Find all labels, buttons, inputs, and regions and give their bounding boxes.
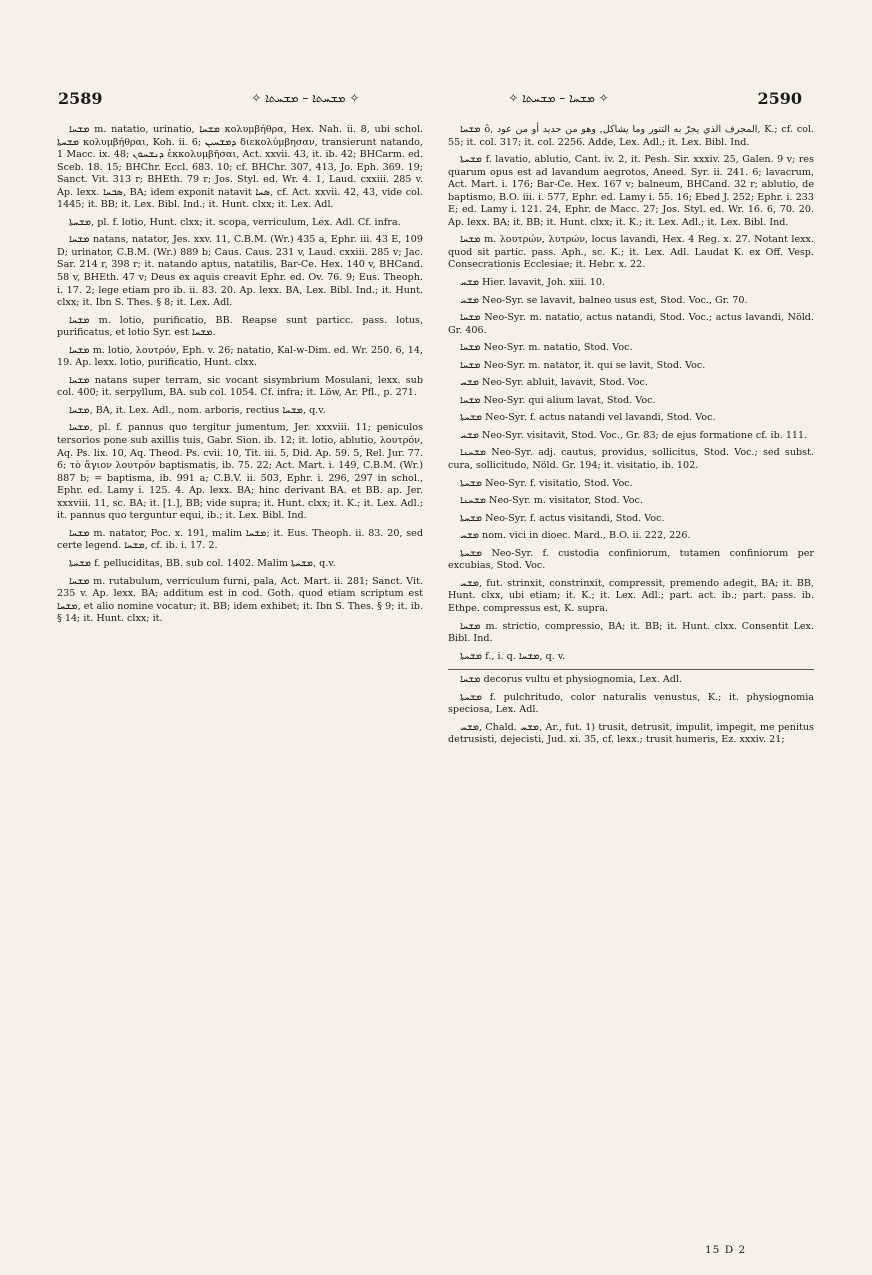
dictionary-entry: ܡܫܚܐ natans, natator, Jes. xxv. 11, C.B.M. (Wr.) 435 a, Ephr. iii. 43 E, 109 D; urinator, C.B.M. (Wr.) 889 b; Caus. Caus. 231 v, Laud. cxxiii. 285 v; Jac. Sar. 214 r, 398 r; it. natando aptus, natatilis, Bar-Ce. Hex. 140 v, BHCand. 58 v, BHEth. 47 v; Deus ex aquis creavit Ephr. ed. Ov. 76. 9; Eus. Theoph. i. 17. 2; lege etiam pro ib. ii. 83. 20. Ap. lexx. BA, Lex. Bibl. Ind.; it. Hunt. clxx; it. Ibn S. Thes. § 8; it. Lex. Adl. xyxy=(57,234,423,309)
right-column xyxy=(448,124,814,752)
dictionary-entry: ܡܫܚܬܐ, pl. f. lotio, Hunt. clxx; it. scopa, verriculum, Lex. Adl. Cf. infra. xyxy=(69,216,401,228)
dictionary-entry: ܡܫܚ nom. vici in dioec. Mard., B.O. ii. 222, 226. xyxy=(460,530,691,542)
dictionary-entry: ܡܫܚܐ m. lotio, λουτρόν, Eph. v. 26; natatio, Kal-w-Dim. ed. Wr. 250. 6, 14, 19. Ap. lexx. lotio, purificatio, Hunt. clxx. xyxy=(57,344,423,369)
dictionary-entry: ܡܫܚܐ ô, المجرف الذي يجرّ به التنور وما يشاكل, وهو من حديد أو من عود, K.; cf. col. 55; it. col. 317; it. col. 2256. Adde, Lex. Adl.; it. Lex. Bibl. Ind. xyxy=(448,124,814,148)
dictionary-entry: ܡܫܚܐ m. λουτρών, λυτρών, locus lavandi, Hex. 4 Reg. x. 27. Notant lexx. quod sit partic. pass. Aph., sc. K.; it. Lex. Adl. Laudat K. ex Off. Vesp. Consecrationis Ecclesiae; it. Hebr. x. 22. xyxy=(448,234,814,271)
dictionary-entry: ܡܫܚܐ Neo-Syr. m. natatio, Stod. Voc. xyxy=(460,342,633,354)
dictionary-entry: ܡܫܚܐ Neo-Syr. qui alium lavat, Stod. Voc. xyxy=(460,394,656,406)
signature-mark: 15 D 2 xyxy=(705,1244,747,1256)
dictionary-entry: ܡܫܚܐ m. strictio, compressio, BA; it. BB; it. Hunt. clxx. Consentit Lex. Bibl. Ind. xyxy=(448,620,814,645)
dictionary-entry: ܡܫܚ Neo-Syr. se lavavit, balneo usus est, Stod. Voc., Gr. 70. xyxy=(460,294,748,306)
dictionary-entry: ܡܫܚܐ Neo-Syr. m. natatio, actus natandi, Stod. Voc.; actus lavandi, Nöld. Gr. 406. xyxy=(448,312,814,336)
dictionary-entry: ܡܫܚܐ decorus vultu et physiognomia, Lex. Adl. xyxy=(448,669,814,687)
dictionary-entry: ܡܫܚܬܐ f. pulchritudo, color naturalis venustus, K.; it. physiognomia speciosa, Lex. Adl. xyxy=(448,691,814,716)
page-header xyxy=(58,86,802,110)
dictionary-entry: ܡܫܚܢܐ Neo-Syr. m. visitator, Stod. Voc. xyxy=(460,495,643,507)
dictionary-entry: ܡܫܚܐ Neo-Syr. m. natator, it. qui se lavit, Stod. Voc. xyxy=(460,359,706,371)
right-page-number: 2590 xyxy=(757,88,802,108)
dictionary-entry: ܡܫܚܬܐ Neo-Syr. f. actus natandi vel lavandi, Stod. Voc. xyxy=(460,412,716,424)
dictionary-entry: ܡܫܚܬܐ f., i. q. ܡܫܚܐ, q. v. xyxy=(460,650,566,662)
dictionary-entry: ܡܫܚܬܐ f. lavatio, ablutio, Cant. iv. 2, it. Pesh. Sir. xxxiv. 25, Galen. 9 v; res quarum opus est ad lavandum aegrotos, Aneed. Syr. ii. 241. 6; lavacrum, Act. Mart. i. 176; Bar-Ce. Hex. 167 v; balneum, BHCand. 32 r; ablutio, de baptismo, B.O. iii. i. 577, Ephr. ed. Lamy i. 55. 16; Ebed J. 252; Ephr. i. 233 E; ed. Lamy i. 121. 24, Ephr. de Macc. 27; Jos. Styl. ed. Wr. 16. 6, 70. 20. Ap. lexx. BA; it. BB; it. Hunt. clxx; it. K.; it. Lex. Adl.; it. Lex. Bibl. Ind. xyxy=(448,154,814,228)
dictionary-entry: ܡܫܚܐ, pl. f. pannus quo tergitur jumentum, Jer. xxxviii. 11; peniculos tersorios pone sub axillis tuis, Gabr. Sion. ib. 12; it. lotio, ablutio, λουτρόν, Aq. Ps. lix. 10, Aq. Theod. Ps. cvii. 10, Tit. iii. 5, Did. Ap. 59. 5, Rel. Jur. 77. 6; τὸ ἅγιον λουτρόν baptismatis, ib. 75. 22; Act. Mart. i. 149, C.B.M. (Wr.) 887 b; = baptisma, ib. 991 a; C.B.V. ii. 503, Ephr. i. 296, 297 in schol., Ephr. ed. Lamy i. 125. 4. Ap. lexx. BA; hinc derivant BA. et BB. ap. Jer. xxxviii. 11, sc. BA; it. [1.], BB; vide supra; it. Hunt. clxx; it. K.; it. Lex. Adl.; it. pannus quo terguntur equi, ib.; it. Lex. Bibl. Ind. xyxy=(57,422,423,522)
dictionary-entry: ܡܫܚܐ m. lotio, purificatio, BB. Reapse sunt particc. pass. lotus, purificatus, et lotio Syr. est ܡܫܚܐ. xyxy=(57,314,423,339)
dictionary-entry: ܡܫܚ Neo-Syr. visitavit, Stod. Voc., Gr. 83; de ejus formatione cf. ib. 111. xyxy=(460,429,808,441)
dictionary-entry: ܡܫܚܐ natans super terram, sic vocant sisymbrium Mosulani, lexx. sub col. 400; it. serpyllum, BA. sub col. 1054. Cf. infra; it. Löw, Ar. Pfl., p. 271. xyxy=(57,374,423,399)
dictionary-entry: ܡܫܚ Hier. lavavit, Joh. xiii. 10. xyxy=(460,277,606,289)
left-page-number: 2589 xyxy=(58,88,103,108)
dictionary-entry: ܡܫܚ, Chald. ܡܫܚ, Ar., fut. 1) trusit, detrusit, impulit, impegit, me penitus detrusisti, dejecisti, Jud. xi. 35, cf. lexx.; trusit humeris, Ez. xxxiv. 21; xyxy=(448,721,814,746)
dictionary-entry: ܡܫܚܬܐ Neo-Syr. f. visitatio, Stod. Voc. xyxy=(460,477,633,489)
left-column xyxy=(57,124,423,631)
dictionary-entry: ܡܫܚܐ m. natator, Poc. x. 191, malim ܡܫܚܐ; it. Eus. Theoph. ii. 83. 20, sed certe legend. ܡܫܚܐ, cf. ib. i. 17. 2. xyxy=(57,527,423,552)
dictionary-entry: ܡܫܚ Neo-Syr. abluit, lavavit, Stod. Voc. xyxy=(460,377,648,389)
left-running-head: ✧ ܡܫܚܬܐ – ܡܫܚܬܐ ✧ xyxy=(251,90,360,105)
dictionary-entry: ܡܫܚܐ m. rutabulum, verriculum furni, pala, Act. Mart. ii. 281; Sanct. Vit. 235 v. Ap. lexx. BA; additum est in cod. Goth. quod etiam scriptum est ܡܫܚܐ, et alio nomine vocatur; it. BB; idem exhibet; it. Ibn S. Thes. § 9; it. ib. § 14; it. Hunt. clxx; it. xyxy=(57,575,423,625)
dictionary-entry: ܡܫܚܐ m. natatio, urinatio, ܡܫܚܐ κολυμβήθρα, Hex. Nah. ii. 8, ubi schol. ܡܫܚܬܐ κολυμβήθραι, Koh. ii. 6; ܕܡܫܚܝܢ διεκολύμβησαν, transierunt natando, 1 Macc. ix. 48; ܕܢܫܚܘܢ ἐκκολυμβῆσαι, Act. xxvii. 43, it. ib. 42; BHCarm. ed. Sceb. 18. 15; BHChr. Eccl. 683. 10; cf. BHChr. 307, 413, Jo. Eph. 369. 19; Sanct. Vit. 313 r; BHEth. 79 r; Jos. Styl. ed. Wr. 4. 1, Laud. cxxiii. 285 v. Ap. lexx. ܣܒܚܐ, BA; idem exponit natavit ܣܚܐ, cf. Act. xxvii. 42, 43, vide col. 1445; it. BB; it. Lex. Bibl. Ind.; it. Hunt. clxx; it. Lex. Adl. xyxy=(57,124,423,211)
dictionary-entry: ܡܫܚܬܐ Neo-Syr. f. actus visitandi, Stod. Voc. xyxy=(460,512,665,524)
dictionary-entry: ܡܫܚ, fut. strinxit, constrinxit, compressit, premendo adegit, BA; it. BB, Hunt. clxx, ubi etiam; it. K.; it. Lex. Adl.; part. act. ib.; part. pass. ib. Ethpe. compressus est, K. supra. xyxy=(448,577,814,614)
dictionary-entry: ܡܫܚܬܐ Neo-Syr. f. custodia confiniorum, tutamen confiniorum per excubias, Stod. Voc. xyxy=(448,547,814,572)
right-running-head: ✧ ܡܫܚܐ – ܡܫܚܬܐ ✧ xyxy=(508,90,609,105)
dictionary-entry: ܡܫܚܐ, BA, it. Lex. Adl., nom. arboris, rectius ܡܫܚܐ, q.v. xyxy=(69,404,326,416)
dictionary-entry: ܡܫܚܬܐ f. pelluciditas, BB. sub col. 1402. Malim ܡܫܚܬܐ, q.v. xyxy=(69,557,336,569)
dictionary-entry: ܡܫܚܢܐ Neo-Syr. adj. cautus, providus, sollicitus, Stod. Voc.; sed subst. cura, sollicitudo, Nöld. Gr. 194; it. visitatio, ib. 102. xyxy=(448,447,814,472)
